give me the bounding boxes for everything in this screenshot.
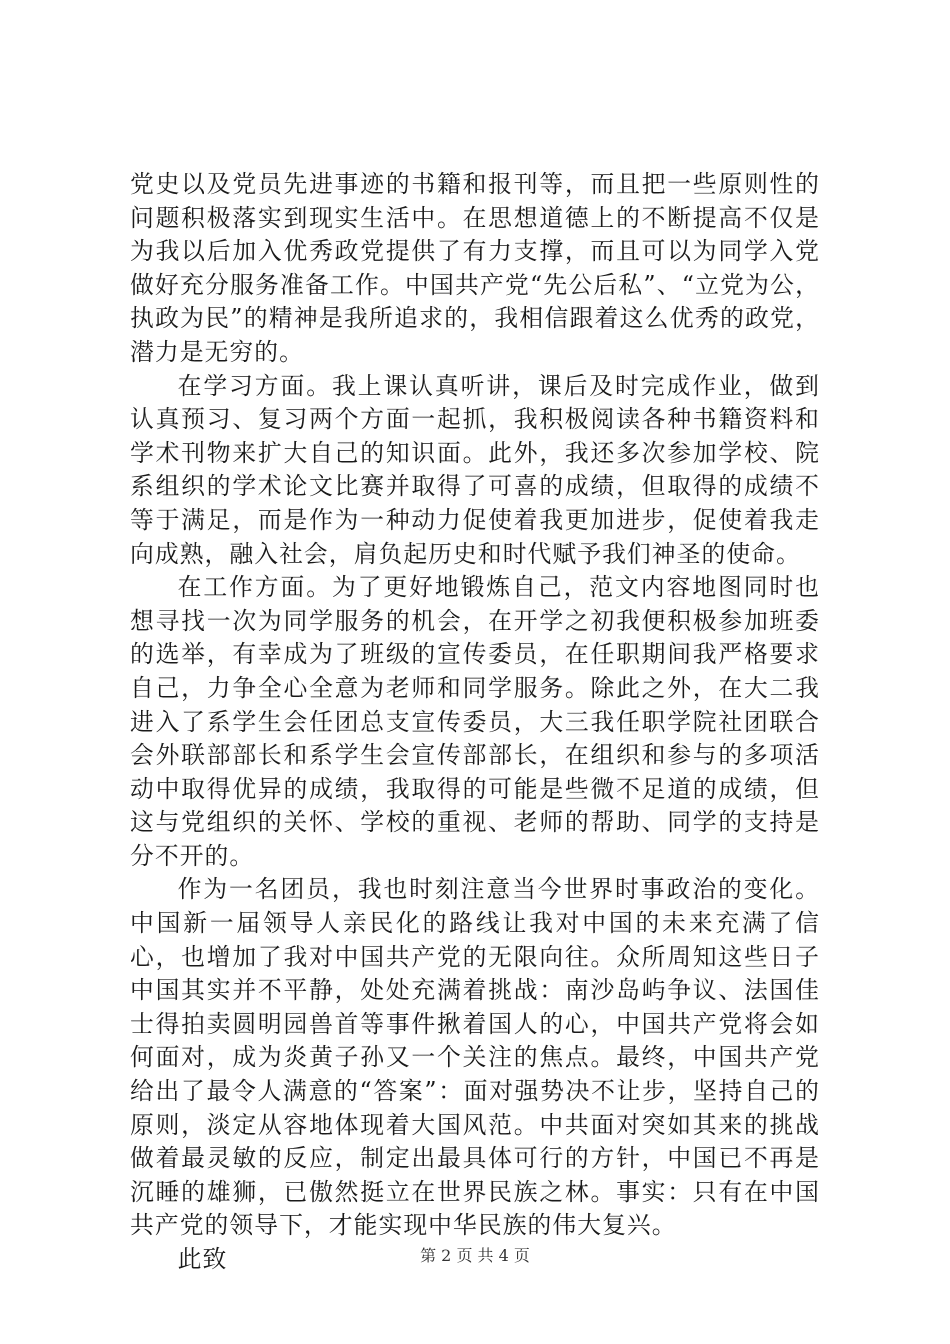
paragraph-study: 在学习方面。我上课认真听讲，课后及时完成作业，做到认真预习、复习两个方面一起抓，我积极阅读各种书籍资料和学术刊物来扩大自己的知识面。此外，我还多次参加学校、院系组织的学术论文比赛并取得了可喜的成绩，但取得的成绩不等于满足，而是作为一种动力促使着我更加进步，促使着我走向成熟，融入社会，肩负起历史和时代赋予我们神圣的使命。 [130, 371, 820, 568]
paragraph-work: 在工作方面。为了更好地锻炼自己，范文内容地图同时也想寻找一次为同学服务的机会，在开学之初我便积极参加班委的选举，有幸成为了班级的宣传委员，在任职期间我严格要求自己，力争全心全意为老师和同学服务。除此之外，在大二我进入了系学生会任团总支宣传委员，大三我任职学院社团联合会外联部部长和系学生会宣传部部长，在组织和参与的多项活动中取得优异的成绩，我取得的可能是些微不足道的成绩，但这与党组织的关怀、学校的重视、老师的帮助、同学的支持是分不开的。 [130, 573, 820, 870]
paragraph-politics: 作为一名团员，我也时刻注意当今世界时事政治的变化。中国新一届领导人亲民化的路线让我对中国的未来充满了信心，也增加了我对中国共产党的无限向往。众所周知这些日子中国其实并不平静，处处充满着挑战：南沙岛屿争议、法国佳士得拍卖圆明园兽首等事件揪着国人的心，中国共产党将会如何面对，成为炎黄子孙又一个关注的焦点。最终，中国共产党给出了最令人满意的“答案”：面对强势决不让步，坚持自己的原则，淡定从容地体现着大国风范。中共面对突如其来的挑战做着最灵敏的反应，制定出最具体可行的方针，中国已不再是沉睡的雄狮，已傲然挺立在世界民族之林。事实：只有在中国共产党的领导下，才能实现中华民族的伟大复兴。 [130, 875, 820, 1240]
closing-salutation: 此致 [177, 1245, 228, 1273]
paragraph-continued: 党史以及党员先进事迹的书籍和报刊等，而且把一些原则性的问题积极落实到现实生活中。在思想道德上的不断提高不仅是为我以后加入优秀政党提供了有力支撑，而且可以为同学入党做好充分服务准备工作。中国共产党“先公后私”、“立党为公，执政为民”的精神是我所追求的，我相信跟着这么优秀的政党，潜力是无穷的。 [130, 170, 820, 366]
document-body [130, 168, 820, 1277]
page-number-footer: 第 2 页 共 4 页 [420, 1246, 530, 1265]
